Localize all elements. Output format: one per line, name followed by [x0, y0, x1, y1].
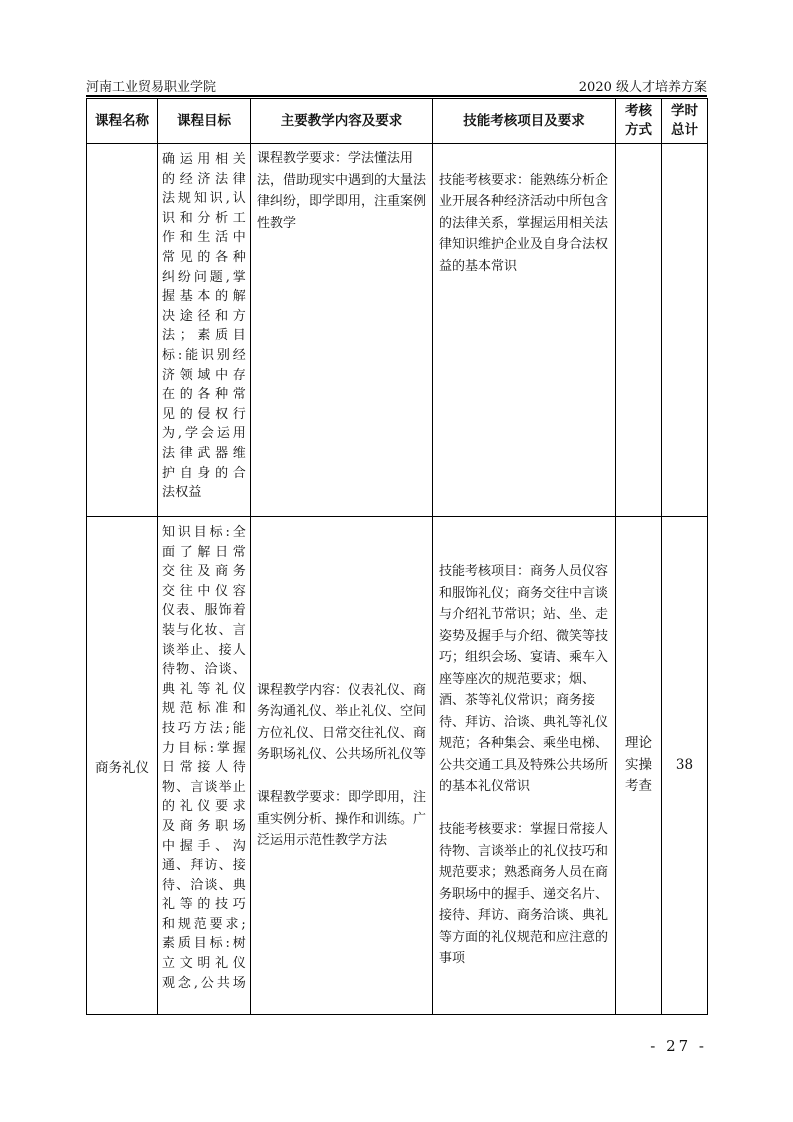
course-goal-line: 待物、洽谈、: [162, 662, 246, 678]
course-goal-line: 观念,公共场: [162, 975, 246, 991]
course-goal-line: 法律武器维: [162, 445, 246, 461]
column-header-course-goal: 课程目标: [158, 99, 251, 144]
assessment-mode-line: 理论: [625, 735, 652, 752]
course-goal-line: 面了解日常: [162, 544, 246, 560]
course-goal-line: 装与化妆、言: [162, 622, 246, 638]
teaching-requirement-text: 课程教学要求：学法懂法用法，借助现实中遇到的大量法律纠纷，即学即用，注重案例性教学: [257, 151, 427, 231]
teaching-content-cell: [251, 144, 433, 517]
course-goal-line: 素质目标:树: [162, 936, 246, 952]
teaching-requirement-text: 课程教学要求：即学即用，注重实例分析、操作和训练。广泛运用示范性教学方法: [257, 790, 427, 848]
page-number: - 27 -: [650, 1037, 707, 1055]
table-header-row: [87, 99, 708, 144]
course-goal-line: 在的各种常: [162, 387, 246, 403]
course-goal-line: 纠纷问题,掌: [162, 269, 246, 285]
total-hours-cell: 38: [662, 517, 708, 1015]
course-goal-cell: [158, 517, 251, 1015]
course-goal-line: 法；素质目: [162, 328, 246, 344]
course-goal-line: 济领域中存: [162, 367, 246, 383]
course-goal-line: 的礼仪要求: [162, 799, 246, 815]
course-goal-line: 交往中仪容: [162, 583, 246, 599]
course-goal-line: 法规知识,认: [162, 191, 246, 207]
skill-assessment-cell: [433, 144, 616, 517]
header-document-title: 2020 级人才培养方案: [578, 80, 707, 95]
course-goal-line: 护自身的合: [162, 465, 246, 481]
course-goal-line: 立文明礼仪: [162, 956, 246, 972]
course-goal-line: 仪表、服饰着: [162, 603, 246, 619]
course-name-cell: 商务礼仪: [87, 517, 158, 1015]
table-row: [87, 517, 708, 1015]
course-goal-line: 确运用相关: [162, 152, 246, 167]
course-goal-line: 及商务职场: [162, 818, 246, 834]
course-goal-line: 和规范要求;: [162, 916, 246, 932]
course-goal-line: 规范标准和: [162, 701, 246, 717]
assessment-mode-header-line-2: 方式: [625, 122, 652, 138]
course-goal-line: 技巧方法;能: [162, 720, 246, 736]
column-header-course-name: 课程名称: [87, 99, 158, 144]
column-header-total-hours: [662, 99, 708, 144]
course-goal-line: 力目标:掌握: [162, 740, 246, 756]
column-header-teaching-content: 主要教学内容及要求: [251, 99, 433, 144]
course-goal-line: 作和生活中: [162, 230, 246, 246]
course-goal-line: 物、言谈举止: [162, 779, 246, 795]
skill-assessment-cell: [433, 517, 616, 1015]
course-goal-line: 决途径和方: [162, 308, 246, 324]
course-goal-line: 的经济法律: [162, 171, 246, 187]
course-goal-line: 标:能识别经: [162, 347, 246, 363]
course-goal-line: 常见的各种: [162, 249, 246, 265]
course-goal-line: 为,学会运用: [162, 426, 246, 442]
total-hours-header-line-2: 总计: [671, 122, 698, 138]
course-goal-line: 礼等的技巧: [162, 897, 246, 913]
course-goal-line: 中握手、沟: [162, 838, 246, 854]
assessment-mode-line: 考查: [625, 778, 652, 795]
course-goal-line: 握基本的解: [162, 289, 246, 305]
column-header-assessment-mode: [616, 99, 662, 144]
header-school-name: 河南工业贸易职业学院: [86, 80, 217, 95]
assessment-mode-line: 实操: [625, 756, 652, 773]
course-goal-line: 知识目标:全: [162, 525, 246, 540]
course-goal-line: 通、拜访、接: [162, 858, 246, 874]
skill-requirement-text: 技能考核要求：能熟练分析企业开展各种经济活动中所包含的法律关系，掌握运用相关法律知识维护企业及自身合法权益的基本常识: [439, 172, 609, 274]
course-goal-line: 法权益: [162, 485, 202, 501]
teaching-content-cell: [251, 517, 433, 1015]
course-name-cell: [87, 144, 158, 517]
course-goal-line: 日常接人待: [162, 760, 246, 776]
assessment-mode-cell: [616, 517, 662, 1015]
teaching-content-text: 课程教学内容：仪表礼仪、商务沟通礼仪、举止礼仪、空间方位礼仪、日常交往礼仪、商务职场礼仪、公共场所礼仪等: [257, 682, 427, 762]
header-rule: [86, 95, 707, 97]
assessment-mode-header-line-1: 考核: [625, 103, 652, 119]
curriculum-table: [86, 98, 708, 1015]
course-goal-cell: [158, 144, 251, 517]
total-hours-cell: [662, 144, 708, 517]
skill-items-text: 技能考核项目：商务人员仪容和服饰礼仪；商务交往中言谈与介绍礼节常识；站、坐、走姿势及握手与介绍、微笑等技巧；组织会场、宴请、乘车入座等座次的规范要求；烟、酒、茶等礼仪常识；商务接待、拜访、洽谈、典礼等礼仪规范；各种集会、乘坐电梯、公共交通工具及特殊公共场所的基本礼仪常识: [439, 564, 609, 795]
course-goal-line: 见的侵权行: [162, 406, 246, 422]
assessment-mode-cell: [616, 144, 662, 517]
total-hours-header-line-1: 学时: [671, 103, 698, 119]
course-goal-line: 待、洽谈、典: [162, 877, 246, 893]
course-goal-line: 谈举止、接人: [162, 642, 246, 658]
course-goal-line: 典礼等礼仪: [162, 681, 246, 697]
column-header-skill-assessment: 技能考核项目及要求: [433, 99, 616, 144]
table-row: [87, 144, 708, 517]
course-goal-line: 识和分析工: [162, 210, 246, 226]
course-goal-line: 交往及商务: [162, 564, 246, 580]
skill-requirement-text: 技能考核要求：掌握日常接人待物、言谈举止的礼仪技巧和规范要求；熟悉商务人员在商务职场中的握手、递交名片、接待、拜访、商务洽谈、典礼等方面的礼仪规范和应注意的事项: [439, 822, 609, 967]
